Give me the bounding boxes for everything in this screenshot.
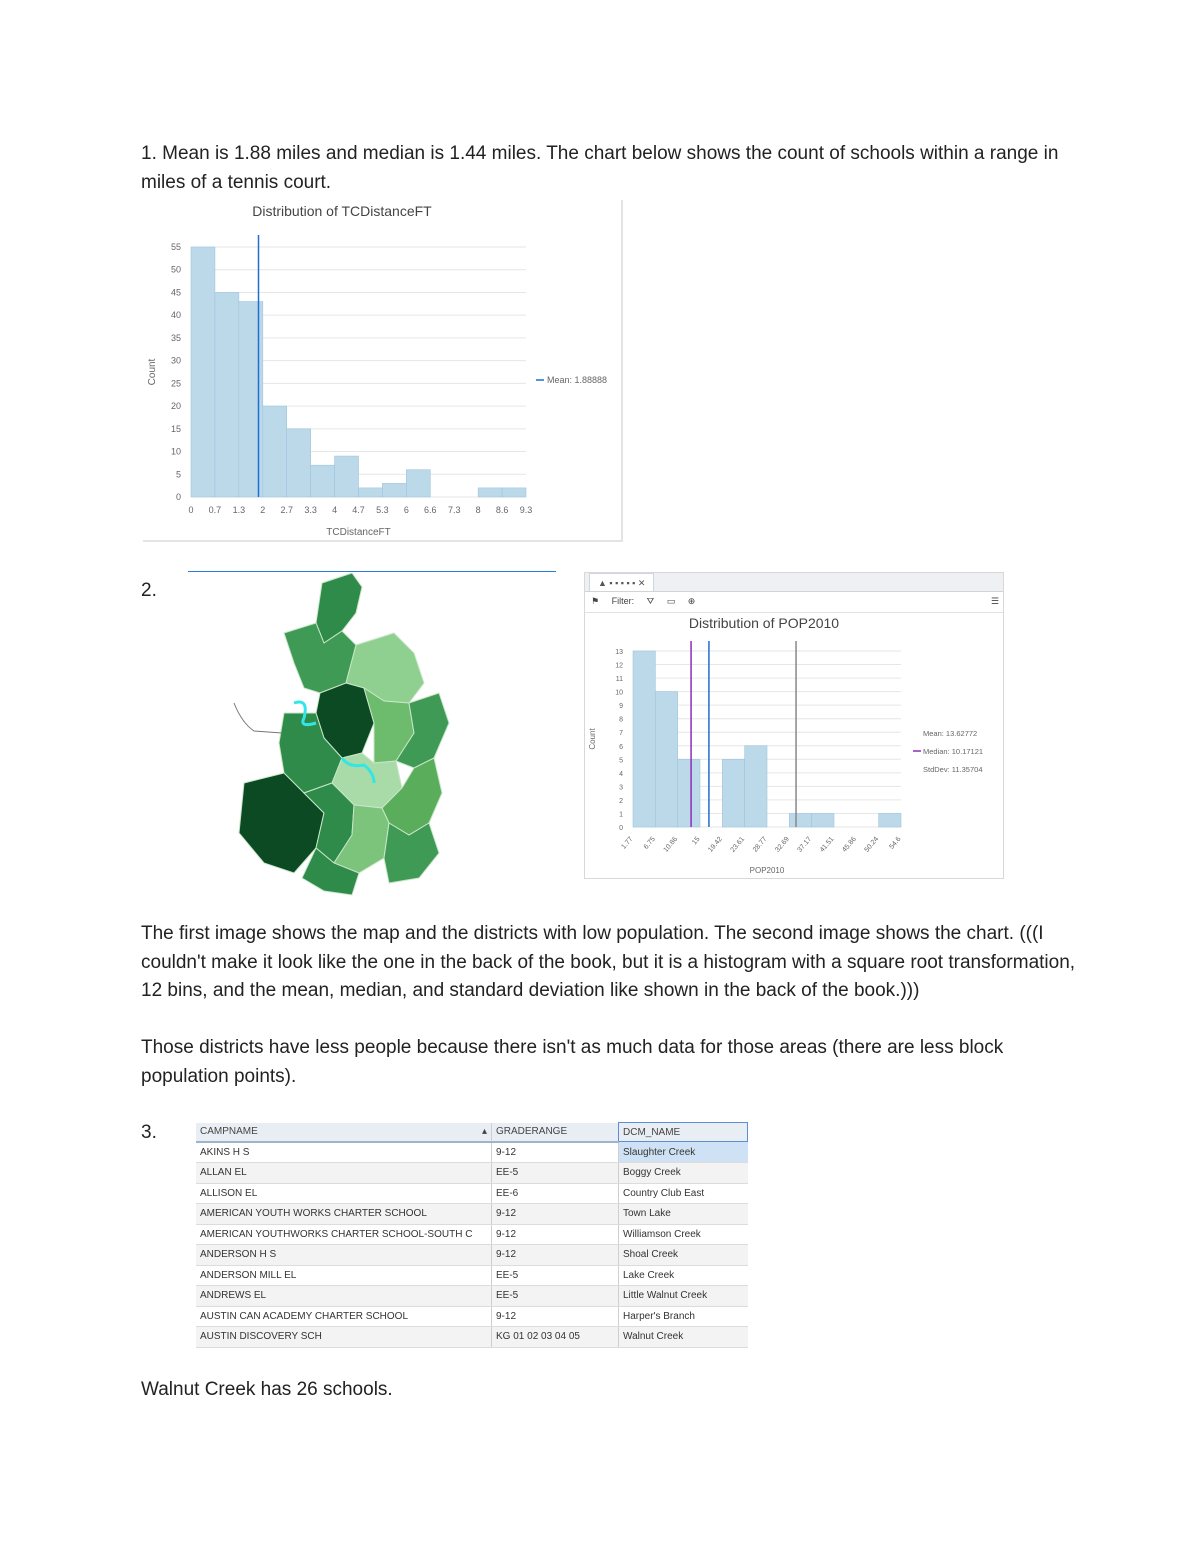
x-tick-label: 0: [188, 505, 194, 515]
top-rule: [188, 571, 556, 572]
chart1-title: Distribution of TCDistanceFT: [252, 203, 432, 219]
y-tick-label: 50: [170, 264, 181, 275]
x-tick-label: 37.17: [796, 835, 814, 854]
histogram-bar: [502, 488, 526, 497]
y-tick-label: 0: [175, 492, 181, 502]
cell-graderange[interactable]: EE-5: [492, 1286, 619, 1307]
y-tick-label: 0: [619, 825, 623, 832]
x-tick-label: 23.61: [729, 835, 747, 854]
x-tick-label: 2: [260, 505, 266, 515]
x-tick-label: 10.86: [662, 835, 680, 854]
cell-campname[interactable]: AMERICAN YOUTHWORKS CHARTER SCHOOL-SOUTH C: [196, 1224, 492, 1245]
x-tick-label: 5.3: [376, 505, 389, 515]
table-row[interactable]: [196, 1306, 748, 1327]
histogram-bar: [287, 429, 311, 497]
q2-number: 2.: [141, 580, 157, 601]
properties-icon[interactable]: ⚑: [591, 596, 600, 606]
histogram-bar: [359, 488, 383, 497]
y-tick-label: 30: [170, 355, 181, 366]
attribute-table: [196, 1122, 748, 1348]
cell-campname[interactable]: ANDERSON MILL EL: [196, 1265, 492, 1286]
cell-campname[interactable]: AUSTIN CAN ACADEMY CHARTER SCHOOL: [196, 1306, 492, 1327]
x-tick-label: 8.6: [495, 505, 509, 515]
x-tick-label: 54.6: [888, 835, 903, 851]
histogram-bar: [382, 483, 406, 497]
histogram-bar: [678, 759, 700, 827]
table-row[interactable]: [196, 1183, 748, 1204]
cell-campname[interactable]: AMERICAN YOUTH WORKS CHARTER SCHOOL: [196, 1204, 492, 1225]
table-row[interactable]: [196, 1245, 748, 1266]
q1-number: 1.: [141, 143, 157, 164]
tc-distance-chart: [143, 200, 623, 542]
y-tick-label: 20: [170, 401, 181, 412]
x-tick-label: 6.6: [424, 505, 437, 515]
y-tick-label: 55: [170, 242, 181, 252]
histogram-bar: [263, 406, 287, 497]
cell-graderange[interactable]: EE-5: [492, 1163, 619, 1184]
y-tick-label: 15: [170, 423, 181, 434]
y-tick-label: 13: [615, 649, 623, 656]
cell-dcm-name[interactable]: Shoal Creek: [619, 1245, 748, 1266]
cell-campname[interactable]: ANDERSON H S: [196, 1245, 492, 1266]
y-tick-label: 35: [170, 332, 181, 343]
cell-graderange[interactable]: 9-12: [492, 1224, 619, 1245]
y-tick-label: 8: [619, 716, 623, 724]
histogram-bar: [722, 759, 744, 827]
x-tick-label: 32.69: [774, 835, 791, 854]
district-map: [224, 573, 464, 898]
cell-dcm-name[interactable]: Town Lake: [619, 1204, 748, 1225]
cell-graderange[interactable]: KG 01 02 03 04 05: [492, 1327, 619, 1348]
cell-dcm-name[interactable]: Slaughter Creek: [619, 1142, 748, 1163]
histogram-bar: [478, 488, 502, 497]
table-row[interactable]: [196, 1142, 748, 1163]
x-tick-label: 6.75: [642, 835, 657, 851]
y-axis-label: Count: [588, 728, 597, 750]
cell-campname[interactable]: ALLISON EL: [196, 1183, 492, 1204]
y-tick-label: 12: [615, 662, 623, 670]
paragraph-3: Those districts have less people because there isn't as much data for those areas (there are less block population points).: [141, 1037, 1004, 1087]
x-tick-label: 15: [691, 835, 702, 847]
x-tick-label: 45.86: [841, 835, 858, 854]
table-row[interactable]: [196, 1265, 748, 1286]
y-tick-label: 45: [170, 287, 181, 298]
y-tick-label: 40: [170, 310, 181, 321]
y-tick-label: 9: [619, 703, 623, 711]
export-icon[interactable]: ▭: [666, 596, 676, 606]
q3-number: 3.: [141, 1122, 157, 1143]
cell-dcm-name[interactable]: Country Club East: [619, 1183, 748, 1204]
x-tick-label: 9.3: [519, 505, 533, 515]
y-tick-label: 1: [619, 811, 623, 819]
cell-dcm-name[interactable]: Williamson Creek: [619, 1224, 748, 1245]
district-region: [284, 623, 356, 693]
conclusion: Walnut Creek has 26 schools.: [141, 1379, 393, 1400]
cell-campname[interactable]: AUSTIN DISCOVERY SCH: [196, 1327, 492, 1348]
x-tick-label: 28.77: [751, 835, 769, 854]
table-row[interactable]: [196, 1327, 748, 1348]
filter-label: Filter:: [611, 596, 635, 606]
q1-text: Mean is 1.88 miles and median is 1.44 miles. The chart below shows the count of schools within a range in miles of a tennis court.: [141, 143, 1059, 193]
border-line: [234, 703, 282, 733]
histogram-bar: [215, 292, 239, 497]
cell-dcm-name[interactable]: Harper's Branch: [619, 1306, 748, 1327]
chart-tab[interactable]: ▲ ▪ ▪ ▪ ▪ ▪ ✕: [589, 573, 654, 591]
chart1-svg: [143, 200, 621, 540]
x-tick-label: 2.7: [280, 505, 293, 515]
x-axis-label: POP2010: [749, 866, 785, 875]
histogram-bar: [745, 746, 767, 827]
y-tick-label: 5: [175, 469, 181, 480]
y-tick-label: 10: [615, 689, 623, 697]
q1-paragraph: [141, 140, 1081, 197]
histogram-bar: [191, 247, 215, 497]
chart2-title: Distribution of POP2010: [688, 615, 840, 631]
cell-campname[interactable]: ALLAN EL: [196, 1163, 492, 1184]
legend-label: Mean: 1.88888: [547, 375, 608, 385]
cell-dcm-name[interactable]: Boggy Creek: [619, 1163, 748, 1184]
cell-graderange[interactable]: 9-12: [492, 1142, 619, 1163]
histogram-bar: [879, 813, 901, 827]
x-axis-label: TCDistanceFT: [326, 527, 391, 538]
histogram-bar: [655, 692, 677, 827]
menu-icon[interactable]: ☰: [990, 596, 999, 606]
y-tick-label: 10: [170, 446, 181, 457]
cell-graderange[interactable]: EE-5: [492, 1265, 619, 1286]
zoom-icon[interactable]: ⊕: [687, 596, 696, 606]
histogram-bar: [789, 813, 811, 827]
x-tick-label: 1.3: [232, 505, 246, 515]
x-tick-label: 6: [403, 505, 409, 515]
cell-graderange[interactable]: 9-12: [492, 1245, 619, 1266]
x-tick-label: 0.7: [208, 505, 222, 515]
y-tick-label: 7: [619, 730, 623, 738]
y-tick-label: 3: [619, 784, 623, 792]
x-tick-label: 1.77: [620, 835, 635, 851]
legend-label: Median: 10.17121: [923, 747, 984, 756]
cell-dcm-name[interactable]: Walnut Creek: [619, 1327, 748, 1348]
filter-icon[interactable]: ⛛: [646, 596, 655, 606]
column-header-campname[interactable]: CAMPNAME ▴: [196, 1123, 492, 1142]
table-header-row: [196, 1123, 748, 1142]
y-tick-label: 6: [619, 743, 623, 751]
y-axis-label: Count: [147, 358, 158, 386]
histogram-bar: [406, 470, 430, 497]
table-row[interactable]: [196, 1204, 748, 1225]
y-tick-label: 5: [619, 757, 623, 765]
y-tick-label: 11: [615, 676, 623, 684]
x-tick-label: 3.3: [304, 505, 317, 515]
x-tick-label: 50.24: [863, 835, 881, 854]
cell-graderange[interactable]: 9-12: [492, 1204, 619, 1225]
y-tick-label: 4: [619, 770, 623, 778]
cell-campname[interactable]: ANDREWS EL: [196, 1286, 492, 1307]
column-header-graderange[interactable]: GRADERANGE: [492, 1123, 619, 1142]
pop2010-chart-panel: [584, 572, 1004, 879]
x-tick-label: 4.7: [352, 505, 365, 515]
legend-label: StdDev: 11.35704: [923, 765, 983, 774]
x-tick-label: 41.51: [818, 835, 836, 854]
histogram-bar: [812, 813, 834, 827]
column-header-dcm-name[interactable]: DCM_NAME: [619, 1123, 748, 1142]
cell-graderange[interactable]: 9-12: [492, 1306, 619, 1327]
histogram-bar: [311, 465, 335, 497]
cell-graderange[interactable]: EE-6: [492, 1183, 619, 1204]
table-row[interactable]: [196, 1224, 748, 1245]
legend-label: Mean: 13.62772: [923, 729, 978, 738]
cell-campname[interactable]: AKINS H S: [196, 1142, 492, 1163]
cell-dcm-name[interactable]: Lake Creek: [619, 1265, 748, 1286]
y-tick-label: 2: [619, 797, 623, 805]
y-tick-label: 25: [170, 378, 181, 389]
x-tick-label: 19.42: [707, 835, 724, 854]
paragraph-2: The first image shows the map and the districts with low population. The second image shows the chart. (((I couldn't make it look like the one in the back of the book, but it is a histogram with a square root transformation, 12 bins, and the mean, median, and standard deviation like shown in the back of the book.))): [141, 923, 1076, 1001]
histogram-bar: [335, 456, 359, 497]
histogram-bar: [633, 651, 655, 827]
x-tick-label: 4: [332, 505, 338, 515]
cell-dcm-name[interactable]: Little Walnut Creek: [619, 1286, 748, 1307]
x-tick-label: 8: [475, 505, 481, 515]
x-tick-label: 7.3: [447, 505, 461, 515]
table-row[interactable]: [196, 1163, 748, 1184]
chart2-svg: [585, 573, 1003, 878]
table-row[interactable]: [196, 1286, 748, 1307]
